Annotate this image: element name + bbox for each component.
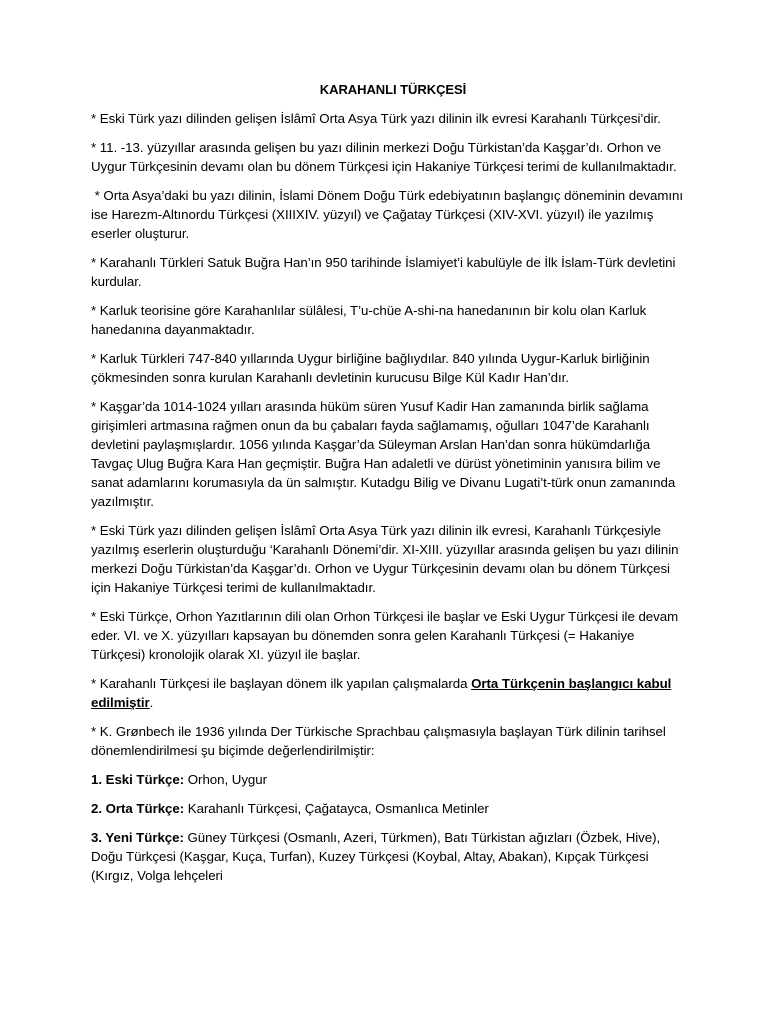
paragraph-gronbech: * K. Grønbech ile 1936 yılında Der Türkische Sprachbau çalışmasıyla başlayan Türk dilinin tarihsel dönemlendirilmesi şu biçimde değerlendirilmiştir: xyxy=(91,724,666,758)
document-page xyxy=(91,80,691,895)
start-para-emphasis: Orta Türkçenin başlangıcı kabul edilmiştir xyxy=(91,676,672,710)
document-title: KARAHANLI TÜRKÇESİ xyxy=(319,82,467,97)
period-yeni-turkce xyxy=(91,828,691,885)
period-text: Karahanlı Türkçesi, Çağatayca, Osmanlıca Metinler xyxy=(184,801,489,816)
period-label: 1. Eski Türkçe: xyxy=(91,772,185,787)
paragraph-2: * 11. -13. yüzyıllar arasında gelişen bu yazı dilinin merkezi Doğu Türkistan’da Kaşgar’dı. Orhon ve Uygur Türkçesinin devamı olan bu dönem Türkçesi için Hakaniye Türkçesi terimi de kullanılmaktadır. xyxy=(91,140,677,174)
paragraph-orta-turkce-start xyxy=(91,674,691,712)
start-para-suffix: . xyxy=(149,695,154,710)
period-label: 2. Orta Türkçe: xyxy=(91,801,185,816)
paragraph-9: * Eski Türkçe, Orhon Yazıtlarının dili olan Orhon Türkçesi ile başlar ve Eski Uygur Türkçesi ile devam eder. VI. ve X. yüzyılları kapsayan bu dönemden sonra gelen Karahanlı Türkçesi (= Hakaniye Türkçesi) kronolojik olarak XI. yüzyıl ile başlar. xyxy=(91,609,679,662)
paragraph-7: * Kaşgar’da 1014-1024 yılları arasında hüküm süren Yusuf Kadir Han zamanında birlik sağlama girişimleri artmasına rağmen onun da bu çabaları fayda sağlamamış, oğulları 1047’de Karahanlı devletini paylaşmışlardır. 1056 yılında Kaşgar’da Süleyman Arslan Han’dan sonra hükümdarlığa Tavgaç Ulug Buğra Kara Han geçmiştir. Buğra Han adaletli ve dürüst yönetiminin yanısıra bilim ve sanat adamlarını korumasıyla da ün salmıştır. Kutadgu Bilig ve Divanu Lugati’t-türk onun zamanında yazılmıştır. xyxy=(91,399,676,509)
period-orta-turkce xyxy=(91,799,691,818)
start-para-prefix: * Karahanlı Türkçesi ile başlayan dönem ilk yapılan çalışmalarda xyxy=(91,676,472,691)
period-eski-turkce xyxy=(91,770,691,789)
paragraph-4: * Karahanlı Türkleri Satuk Buğra Han’ın 950 tarihinde İslamiyet’i kabulüyle de İlk İslam-Türk devletini kurdular. xyxy=(91,255,676,289)
period-text: Güney Türkçesi (Osmanlı, Azeri, Türkmen), Batı Türkistan ağızları (Özbek, Hive), Doğu Türkçesi (Kaşgar, Kuça, Turfan), Kuzey Türkçesi (Koybal, Altay, Abakan), Kıpçak Türkçesi (Kırgız, Volga lehçeleri xyxy=(91,830,661,883)
paragraph-1: * Eski Türk yazı dilinden gelişen İslâmî Orta Asya Türk yazı dilinin ilk evresi Karahanlı Türkçesi’dir. xyxy=(91,111,661,126)
paragraph-6: * Karluk Türkleri 747-840 yıllarında Uygur birliğine bağlıydılar. 840 yılında Uygur-Karluk birliğinin çökmesinden sonra kurulan Karahanlı devletinin kurucusu Bilge Kül Kadır Han’dır. xyxy=(91,351,650,385)
period-text: Orhon, Uygur xyxy=(184,772,267,787)
paragraph-5: * Karluk teorisine göre Karahanlılar sülâlesi, T’u-chüe A-shi-na hanedanının bir kolu olan Karluk hanedanına dayanmaktadır. xyxy=(91,303,647,337)
paragraph-3: * Orta Asya’daki bu yazı dilinin, İslami Dönem Doğu Türk edebiyatının başlangıç döneminin devamını ise Harezm-Altınordu Türkçesi (XIIIXIV. yüzyıl) ve Çağatay Türkçesi (XIV-XVI. yüzyıl) ile yazılmış eserler oluşturur. xyxy=(91,188,687,241)
period-label: 3. Yeni Türkçe: xyxy=(91,830,184,845)
paragraph-8: * Eski Türk yazı dilinden gelişen İslâmî Orta Asya Türk yazı dilinin ilk evresi, Karahanlı Türkçesiyle yazılmış eserlerin oluşturduğu ‘Karahanlı Dönemi’dir. XI-XIII. yüzyıllar arasında gelişen bu yazı dilinin merkezi Doğu Türkistan’da Kaşgar’dı. Orhon ve Uygur Türkçesinin devamı olan bu dönem Türkçesi için Hakaniye Türkçesi terimi de kullanılmaktadır. xyxy=(91,523,679,595)
